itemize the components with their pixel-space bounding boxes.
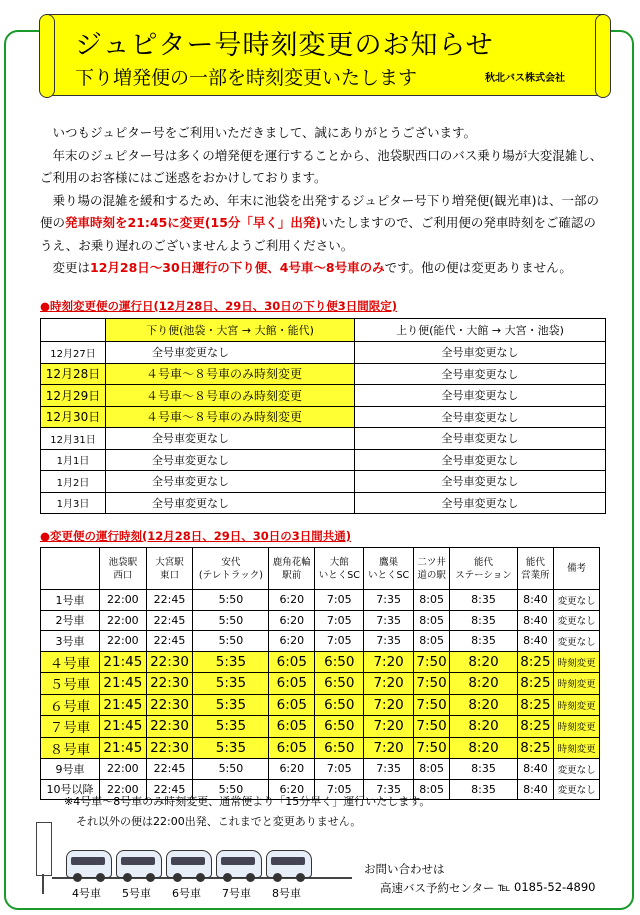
time-cell: 8:20: [450, 694, 517, 716]
car-cell: 3号車: [41, 631, 100, 652]
time-cell: 5:50: [193, 759, 269, 780]
stop-header: 大館 いとくSC: [315, 548, 364, 590]
page-title: ジュピター号時刻変更のお知らせ: [75, 30, 494, 61]
time-cell: 7:05: [315, 590, 364, 611]
down-cell: 全号車変更なし: [106, 342, 355, 364]
stop-header: 安代 (テレトラック): [193, 548, 269, 590]
bus-label: 5号車: [122, 887, 151, 900]
time-cell: 8:20: [450, 737, 517, 759]
time-cell: 5:35: [193, 737, 269, 759]
title-banner: [46, 14, 604, 96]
note-cell: 時刻変更: [554, 651, 600, 673]
intro-paragraph: いつもジュピター号をご利用いただきまして、誠にありがとうございます。: [52, 125, 477, 140]
time-cell: 7:50: [413, 673, 450, 695]
bus-label: 8号車: [272, 887, 301, 900]
time-cell: 22:45: [146, 759, 193, 780]
scroll-curl-left: [39, 14, 55, 98]
bus-icon: [66, 850, 112, 878]
time-cell: 8:05: [413, 779, 450, 800]
time-cell: 8:35: [450, 610, 517, 631]
time-cell: 6:05: [269, 651, 315, 673]
timetable-row: [41, 694, 600, 716]
bus-icon: [266, 850, 312, 878]
down-cell: 全号車変更なし: [106, 492, 355, 514]
time-cell: 7:35: [364, 779, 413, 800]
time-cell: 22:00: [100, 779, 147, 800]
timetable-row: [41, 610, 600, 631]
note-cell: 時刻変更: [554, 737, 600, 759]
time-cell: 8:25: [517, 673, 554, 695]
time-cell: 8:40: [517, 631, 554, 652]
note-cell: 変更なし: [554, 590, 600, 611]
table-row: [41, 492, 606, 514]
time-cell: 6:20: [269, 759, 315, 780]
car-cell: ４号車: [41, 651, 100, 673]
time-cell: 5:50: [193, 590, 269, 611]
time-cell: 22:30: [146, 737, 193, 759]
time-cell: 8:05: [413, 631, 450, 652]
time-cell: 7:20: [364, 694, 413, 716]
time-cell: 22:00: [100, 590, 147, 611]
down-cell: ４号車～８号車のみ時刻変更: [106, 363, 355, 385]
table-row: [41, 342, 606, 364]
time-cell: 6:50: [315, 716, 364, 738]
time-cell: 6:05: [269, 694, 315, 716]
time-cell: 21:45: [100, 673, 147, 695]
up-cell: 全号車変更なし: [355, 471, 606, 493]
time-cell: 5:50: [193, 610, 269, 631]
date-cell: 1月1日: [41, 449, 106, 471]
time-cell: 22:30: [146, 651, 193, 673]
section-title-dates: ●時刻変更便の運行日(12月28日、29日、30日の下り便3日間限定): [40, 299, 398, 313]
time-cell: 7:05: [315, 610, 364, 631]
time-cell: 7:50: [413, 651, 450, 673]
bus-icon: [166, 850, 212, 878]
time-cell: 7:20: [364, 716, 413, 738]
time-cell: 8:20: [450, 716, 517, 738]
time-cell: 8:20: [450, 673, 517, 695]
down-cell: 全号車変更なし: [106, 449, 355, 471]
table-row: [41, 428, 606, 450]
time-cell: 22:45: [146, 590, 193, 611]
up-cell: 全号車変更なし: [355, 385, 606, 407]
stop-header: 備考: [554, 548, 600, 590]
intro-paragraph: 乗り場の混雑を緩和するため、年末に池袋を出発するジュピター号下り増発便(観光車)は、一部の便の発車時刻を21:45に変更(15分「早く」出発)いたしますので、ご利用便の発車時刻をご確認のうえ、お乗り遅れのございませんようご利用ください。: [40, 192, 600, 253]
time-cell: 22:30: [146, 673, 193, 695]
time-cell: 22:00: [100, 610, 147, 631]
time-cell: 8:40: [517, 759, 554, 780]
up-cell: 全号車変更なし: [355, 428, 606, 450]
time-cell: 6:50: [315, 737, 364, 759]
timetable-row: [41, 590, 600, 611]
time-cell: 7:20: [364, 651, 413, 673]
car-cell: 1号車: [41, 590, 100, 611]
note-cell: 変更なし: [554, 779, 600, 800]
down-cell: 全号車変更なし: [106, 471, 355, 493]
date-cell: 1月3日: [41, 492, 106, 514]
contact-label: お問い合わせは: [364, 862, 445, 876]
table-row: [41, 385, 606, 407]
time-cell: 8:20: [450, 651, 517, 673]
time-cell: 21:45: [100, 694, 147, 716]
up-cell: 全号車変更なし: [355, 449, 606, 471]
col-header-down: 下り便(池袋・大宮 → 大館・能代): [106, 319, 355, 342]
time-cell: 6:05: [269, 716, 315, 738]
time-cell: 22:45: [146, 631, 193, 652]
bus-icon: [216, 850, 262, 878]
time-cell: 8:40: [517, 610, 554, 631]
note-cell: 変更なし: [554, 759, 600, 780]
timetable-row: [41, 631, 600, 652]
time-cell: 6:50: [315, 694, 364, 716]
scroll-curl-right: [595, 14, 611, 98]
up-cell: 全号車変更なし: [355, 492, 606, 514]
time-cell: 21:45: [100, 737, 147, 759]
time-cell: 7:35: [364, 759, 413, 780]
down-cell: 全号車変更なし: [106, 428, 355, 450]
time-cell: 7:35: [364, 631, 413, 652]
time-cell: 8:35: [450, 779, 517, 800]
time-cell: 6:20: [269, 631, 315, 652]
contact-tel: ℡ 0185-52-4890: [498, 880, 596, 894]
up-cell: 全号車変更なし: [355, 363, 606, 385]
time-cell: 7:05: [315, 759, 364, 780]
stop-header: 能代 ステーション: [450, 548, 517, 590]
highlight-text: 発車時刻を21:45に変更(15分「早く」出発): [65, 215, 322, 230]
time-cell: 7:50: [413, 737, 450, 759]
time-cell: 22:45: [146, 779, 193, 800]
car-cell: 2号車: [41, 610, 100, 631]
down-cell: ４号車～８号車のみ時刻変更: [106, 406, 355, 428]
time-cell: 8:25: [517, 737, 554, 759]
time-cell: 6:05: [269, 737, 315, 759]
time-cell: 7:50: [413, 716, 450, 738]
stop-header: 能代 営業所: [517, 548, 554, 590]
date-cell: 1月2日: [41, 471, 106, 493]
table-row: [41, 363, 606, 385]
stop-header: 大宮駅 東口: [146, 548, 193, 590]
date-cell: 12月30日: [41, 406, 106, 428]
time-cell: 5:35: [193, 716, 269, 738]
bus-label: 7号車: [222, 887, 251, 900]
table-header-row: [41, 548, 600, 590]
table-header-row: [41, 319, 606, 342]
note-cell: 時刻変更: [554, 694, 600, 716]
timetable-row: [41, 737, 600, 759]
car-cell: ５号車: [41, 673, 100, 695]
time-cell: 5:50: [193, 631, 269, 652]
time-cell: 8:25: [517, 694, 554, 716]
bus-label: 4号車: [72, 887, 101, 900]
time-cell: 6:20: [269, 590, 315, 611]
intro-paragraph: 年末のジュピター号は多くの増発便を運行することから、池袋駅西口のバス乗り場が大変混雑し、ご利用のお客様にはご迷惑をおかけしております。: [40, 147, 603, 185]
down-cell: ４号車～８号車のみ時刻変更: [106, 385, 355, 407]
timetable-row: [41, 673, 600, 695]
time-cell: 6:50: [315, 651, 364, 673]
time-cell: 7:35: [364, 590, 413, 611]
time-cell: 7:35: [364, 610, 413, 631]
time-cell: 8:40: [517, 590, 554, 611]
date-cell: 12月28日: [41, 363, 106, 385]
time-cell: 8:05: [413, 590, 450, 611]
timetable-row: [41, 716, 600, 738]
date-cell: 12月29日: [41, 385, 106, 407]
note-cell: 変更なし: [554, 610, 600, 631]
time-cell: 5:50: [193, 779, 269, 800]
time-cell: 22:30: [146, 694, 193, 716]
up-cell: 全号車変更なし: [355, 342, 606, 364]
company-name: 秋北バス株式会社: [485, 73, 565, 84]
time-cell: 8:35: [450, 631, 517, 652]
table-row: [41, 406, 606, 428]
car-cell: ８号車: [41, 737, 100, 759]
time-cell: 22:30: [146, 716, 193, 738]
time-cell: 5:35: [193, 673, 269, 695]
time-cell: 8:25: [517, 651, 554, 673]
time-cell: 6:20: [269, 779, 315, 800]
car-cell: 10号以降: [41, 779, 100, 800]
timetable-row: [41, 651, 600, 673]
stop-header: 鷹巣 いとくSC: [364, 548, 413, 590]
intro-text: [40, 122, 605, 280]
time-cell: 7:05: [315, 631, 364, 652]
time-cell: 6:50: [315, 673, 364, 695]
bus-icon: [116, 850, 162, 878]
time-cell: 22:00: [100, 631, 147, 652]
section-title-times: ●変更便の運行時刻(12月28日、29日、30日の3日間共通): [40, 529, 352, 543]
car-cell: ６号車: [41, 694, 100, 716]
up-cell: 全号車変更なし: [355, 406, 606, 428]
bus-stop-pole: [42, 874, 44, 894]
time-cell: 8:35: [450, 759, 517, 780]
time-cell: 22:45: [146, 610, 193, 631]
time-cell: 22:00: [100, 759, 147, 780]
contact-center: 高速バス予約センター: [380, 881, 495, 895]
time-cell: 5:35: [193, 651, 269, 673]
stop-header: 池袋駅 西口: [100, 548, 147, 590]
table-row: [41, 471, 606, 493]
table-row: [41, 449, 606, 471]
note-cell: 変更なし: [554, 631, 600, 652]
time-cell: 7:50: [413, 694, 450, 716]
highlight-text: 12月28日～30日運行の下り便、4号車～8号車のみ: [90, 260, 385, 275]
time-cell: 8:40: [517, 779, 554, 800]
note-cell: 時刻変更: [554, 673, 600, 695]
time-cell: 21:45: [100, 716, 147, 738]
car-cell: ７号車: [41, 716, 100, 738]
stop-header: 二ツ井 道の駅: [413, 548, 450, 590]
time-cell: 8:05: [413, 610, 450, 631]
stop-header: 鹿角花輪 駅前: [269, 548, 315, 590]
operating-dates-table: [40, 318, 606, 514]
page-subtitle: 下り増発便の一部を時刻変更いたします: [75, 67, 418, 89]
footnote: ※4号車～8号車のみ時刻変更、通常便より「15分早く」運行いたします。: [64, 795, 431, 808]
timetable: [40, 547, 600, 800]
time-cell: 8:25: [517, 716, 554, 738]
intro-paragraph: 変更は12月28日～30日運行の下り便、4号車～8号車のみです。他の便は変更ありません。: [52, 260, 572, 275]
time-cell: 8:05: [413, 759, 450, 780]
time-cell: 6:05: [269, 673, 315, 695]
footnote: それ以外の便は22:00出発、これまでと変更ありません。: [76, 815, 362, 828]
time-cell: 21:45: [100, 651, 147, 673]
time-cell: 7:20: [364, 737, 413, 759]
col-header-up: 上り便(能代・大館 → 大宮・池袋): [355, 319, 606, 342]
time-cell: 5:35: [193, 694, 269, 716]
note-cell: 時刻変更: [554, 716, 600, 738]
bus-label: 6号車: [172, 887, 201, 900]
timetable-row: [41, 759, 600, 780]
bus-stop-sign-icon: [36, 822, 52, 876]
time-cell: 8:35: [450, 590, 517, 611]
date-cell: 12月31日: [41, 428, 106, 450]
time-cell: 7:05: [315, 779, 364, 800]
time-cell: 7:20: [364, 673, 413, 695]
date-cell: 12月27日: [41, 342, 106, 364]
car-cell: 9号車: [41, 759, 100, 780]
time-cell: 6:20: [269, 610, 315, 631]
